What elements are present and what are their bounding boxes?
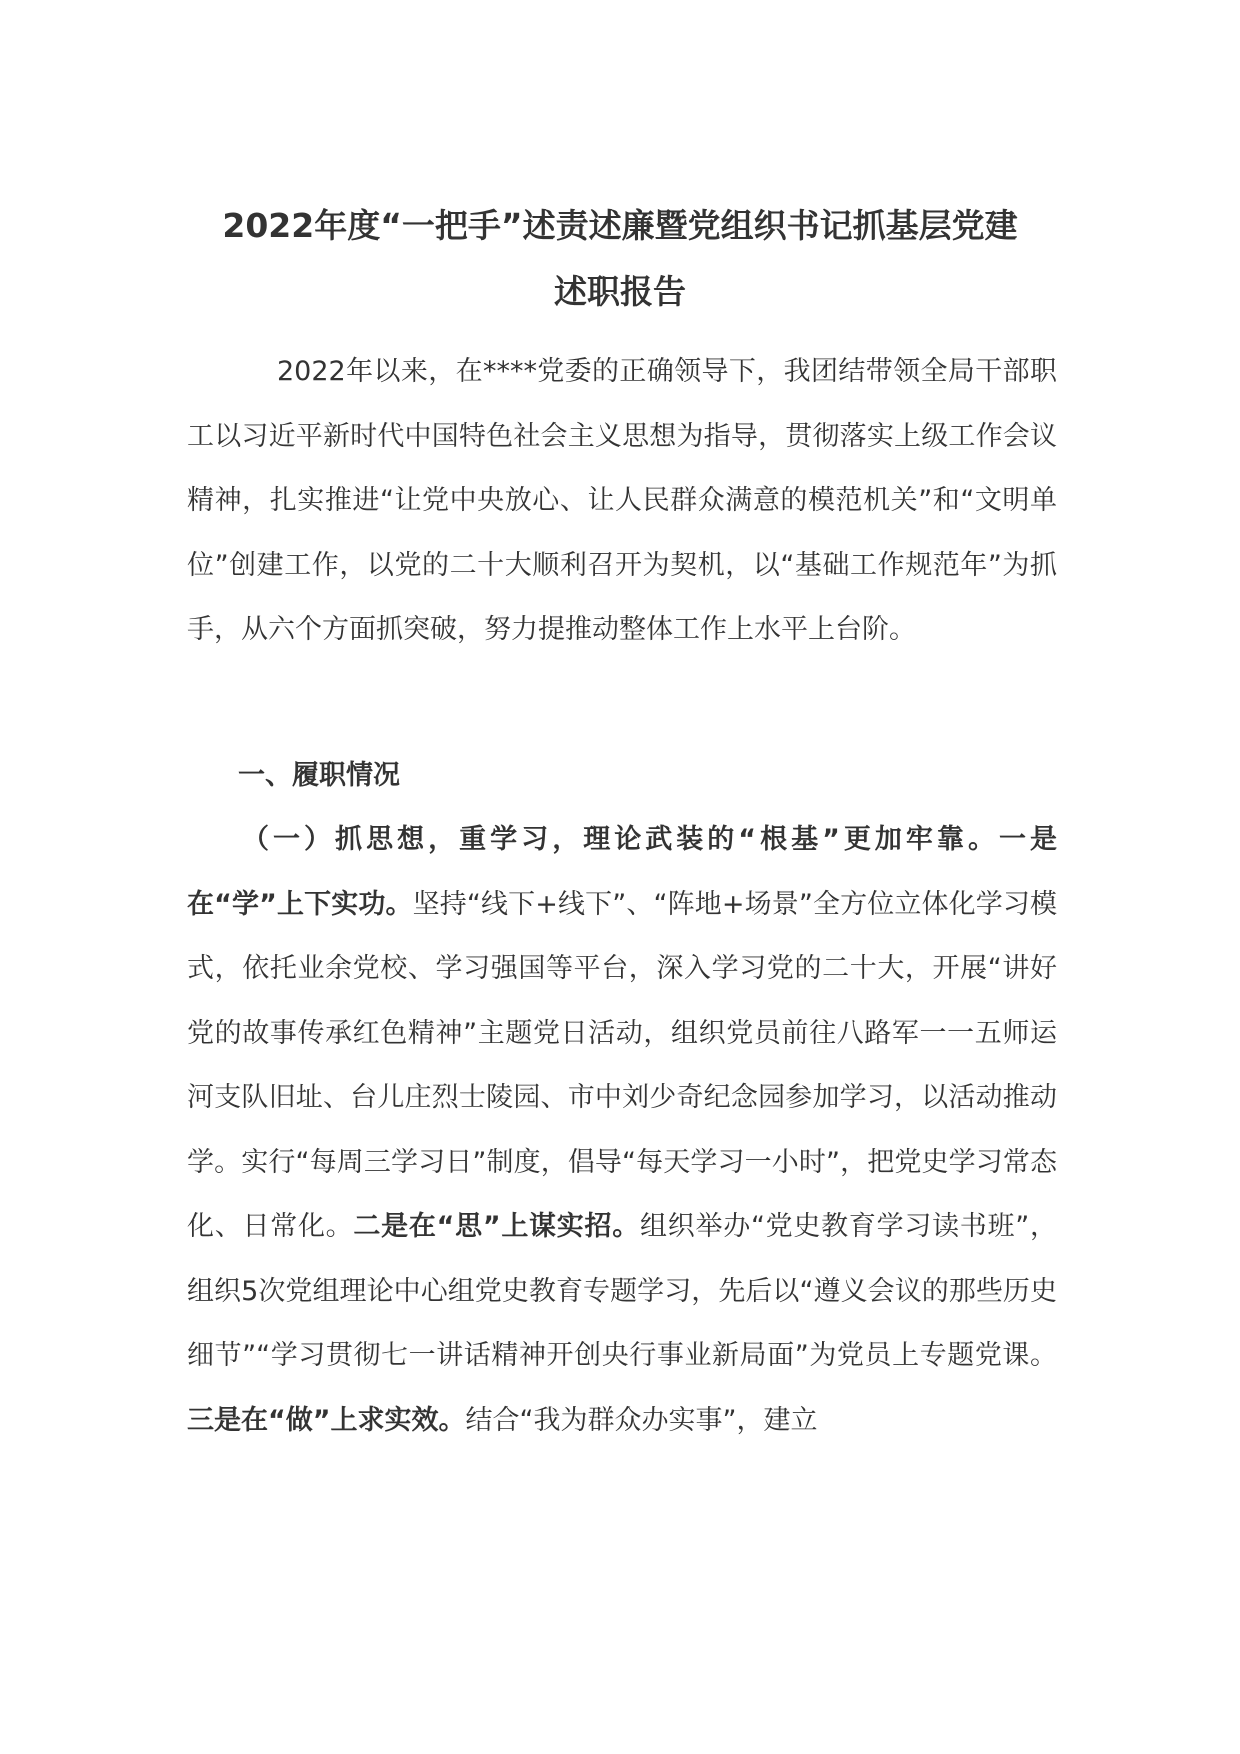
point-3-text: 结合“我为群众办实事”，建立	[465, 1404, 818, 1436]
document-title	[180, 193, 1060, 325]
point-1-label: 一是在“学”上下实功。	[187, 824, 1058, 920]
point-3-label: 三是在“做”上求实效。	[187, 1404, 466, 1436]
section-heading: 一、履职情况	[238, 760, 400, 791]
section-1-subheading: （一）抓思想，重学习，理论武装的“根基”更加牢靠。	[242, 824, 999, 855]
title-line-1: 2022年度“一把手”述责述廉暨党组织书记抓基层党建	[222, 206, 1018, 245]
point-2-text: 组织举办“党史教育学习读书班”，组织5次党组理论中心组党史教育专题学习，先后以“遵义会议的那些历史细节”“学习贯彻七一讲话精神开创央行事业新局面”为党员上专题党课。	[187, 1211, 1057, 1371]
title-line-2: 述职报告	[554, 272, 686, 311]
intro-paragraph: 2022年以来，在****党委的正确领导下，我团结带领全局干部职工以习近平新时代中国特色社会主义思想为指导，贯彻落实上级工作会议精神，扎实推进“让党中央放心、让人民群众满意的模范机关”和“文明单位”创建工作，以党的二十大顺利召开为契机，以“基础工作规范年”为抓手，从六个方面抓突破，努力提推动整体工作上水平上台阶。	[187, 356, 1057, 645]
section-1-paragraph	[187, 808, 1057, 1453]
point-1-text: 坚持“线下+线下”、“阵地+场景”全方位立体化学习模式，依托业余党校、学习强国等平台，深入学习党的二十大，开展“讲好党的故事传承红色精神”主题党日活动，组织党员前往八路军一一五师运河支队旧址、台儿庄烈士陵园、市中刘少奇纪念园参加学习，以活动推动学。实行“每周三学习日”制度，倡导“每天学习一小时”，把党史学习常态化、日常化。	[187, 888, 1057, 1242]
point-2-label: 二是在“思”上谋实招。	[353, 1211, 640, 1242]
